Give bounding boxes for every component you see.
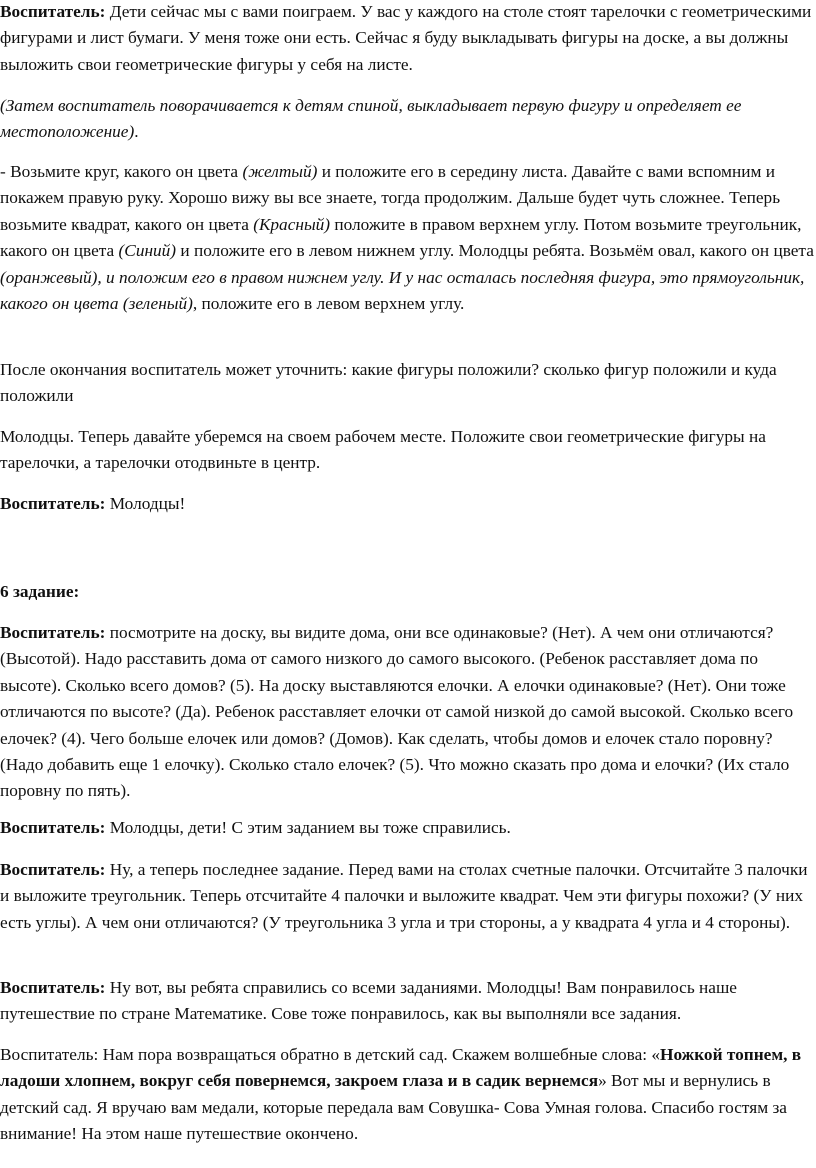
italic-text: (желтый) bbox=[242, 162, 318, 181]
paragraph-all-tasks-done bbox=[0, 975, 816, 1028]
speaker-label: Воспитатель: bbox=[0, 494, 106, 513]
speaker-label: Воспитатель: bbox=[0, 860, 106, 879]
speaker-label: Воспитатель: bbox=[0, 978, 106, 997]
paragraph-text: » Вот мы и вернулись в детский сад. Я вручаю вам медали, которые передала вам Совушка- Сова Умная голова. Спасибо гостям за внимание! На этом наше путешествие окончено. bbox=[0, 1071, 787, 1144]
paragraph-well-done bbox=[0, 815, 816, 841]
paragraph-cleanup bbox=[0, 424, 816, 477]
section-heading: 6 задание: bbox=[0, 582, 80, 601]
paragraph-stage-direction bbox=[0, 93, 816, 146]
italic-text: (Красный) bbox=[253, 214, 331, 234]
paragraph-text: и положите его в левом нижнем углу. Молодцы ребята. Возьмём овал, какого он цвета bbox=[176, 241, 814, 261]
paragraph-text: . bbox=[134, 122, 139, 142]
paragraph-text: Молодцы. Теперь давайте уберемся на своем рабочем месте. Положите свои геометрические фигуры на тарелочки, а тарелочки отодвиньте в центр. bbox=[0, 427, 766, 473]
italic-text: (Затем воспитатель поворачивается к детям спиной, выкладывает первую фигуру и определяет ее местоположение) bbox=[0, 96, 742, 142]
paragraph-last-task bbox=[0, 857, 816, 936]
paragraph-houses-trees bbox=[0, 620, 816, 805]
speaker-label: Воспитатель: bbox=[0, 623, 106, 642]
italic-text: (Синий) bbox=[118, 241, 177, 261]
paragraph-text: Дети сейчас мы с вами поиграем. У вас у каждого на столе стоят тарелочки с геометрическими фигурами и лист бумаги. У меня тоже они есть. Сейчас я буду выкладывать фигуры на доске, а вы должны выложить свои геометрические фигуры у себя на листе. bbox=[0, 2, 812, 74]
paragraph-text: Ну, а теперь последнее задание. Перед вами на столах счетные палочки. Отсчитайте 3 палочки и выложите треугольник. Теперь отсчитайте 4 палочки и выложите квадрат. Чем эти фигуры похожи? (У них есть углы). А чем они отличаются? (У треугольника 3 угла и три стороны, а у квадрата 4 угла и 4 стороны). bbox=[0, 860, 808, 932]
speaker-label: Воспитатель: bbox=[0, 818, 106, 837]
paragraph-after-game bbox=[0, 357, 816, 410]
paragraph-text: Молодцы, дети! С этим заданием вы тоже справились. bbox=[105, 818, 511, 837]
paragraph-text: посмотрите на доску, вы видите дома, они все одинаковые? (Нет). А чем они отличаются? (Высотой). Надо расставить дома от самого низкого до самого высокого. (Ребенок расставляет дома по высоте). Сколько всего домов? (5). На доску выставляются елочки. А елочки одинаковые? (Нет). Они тоже отличаются по высоте? (Да). Ребенок расставляет елочки от самой низкой до самой высокой. Сколько всего елочек? (4). Чего больше елочек или домов? (Домов). Как сделать, чтобы домов и елочек стало поровну? (Надо добавить еще 1 елочку). Сколько стало елочек? (5). Что можно сказать про дома и елочки? (Их стало поровну по пять). bbox=[0, 623, 794, 801]
paragraph-text: Воспитатель: Нам пора возвращаться обратно в детский сад. Скажем волшебные слова: « bbox=[0, 1045, 661, 1064]
paragraph-text: - Возьмите круг, какого он цвета bbox=[0, 162, 243, 181]
speaker-label: Воспитатель: bbox=[0, 2, 106, 21]
paragraph-praise bbox=[0, 491, 816, 517]
paragraph-text: После окончания воспитатель может уточнить: какие фигуры положили? сколько фигур положили и куда положили bbox=[0, 360, 777, 406]
paragraph-shapes-instructions bbox=[0, 159, 816, 317]
magic-words: Ножкой топнем, в ладоши хлопнем, вокруг себя повернемся, закроем глаза и в садик вернемся bbox=[0, 1045, 802, 1091]
paragraph-intro bbox=[0, 0, 816, 78]
paragraph-text: и положите его в середину листа. Давайте с вами вспомним и покажем правую руку. Хорошо вижу вы все знаете, тогда продолжим. Дальше будет чуть сложнее. Теперь возьмите квадрат, какого он цвета bbox=[0, 162, 781, 234]
paragraph-text: положите в правом верхнем углу. Потом возьмите треугольник, какого он цвета bbox=[0, 214, 802, 261]
italic-text: (оранжевый), и положим его в правом нижнем углу. И у нас осталась последняя фигура, это прямоугольник, какого он цвета (зеленый) bbox=[0, 267, 805, 314]
paragraph-text: , положите его в левом верхнем углу. bbox=[192, 294, 465, 314]
paragraph-text: Ну вот, вы ребята справились со всеми заданиями. Молодцы! Вам понравилось наше путешествие по стране Математике. Сове тоже понравилось, как вы выполняли все задания. bbox=[0, 978, 737, 1024]
paragraph-return bbox=[0, 1042, 816, 1148]
paragraph-text: Молодцы! bbox=[105, 494, 186, 513]
